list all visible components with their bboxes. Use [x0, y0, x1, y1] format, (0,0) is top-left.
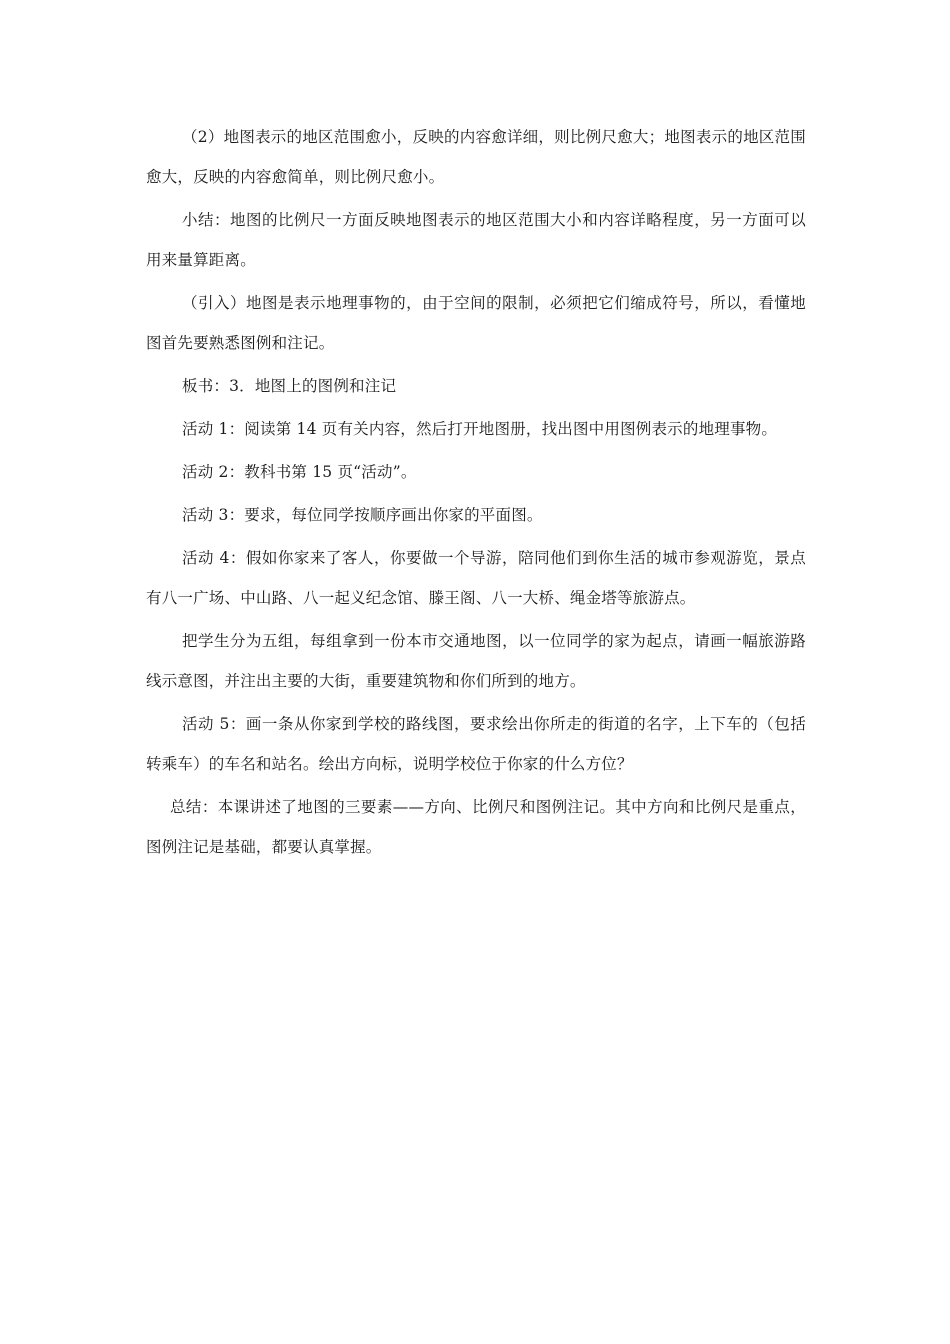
paragraph-activity-2: 活动 2：教科书第 15 页“活动”。 [182, 463, 417, 481]
paragraph-activity-1: 活动 1：阅读第 14 页有关内容，然后打开地图册，找出图中用图例表示的地理事物。 [182, 420, 778, 438]
paragraph-scale-detail: （2）地图表示的地区范围愈小，反映的内容愈详细，则比例尺愈大；地图表示的地区范围愈大，反映的内容愈简单，则比例尺愈小。 [146, 128, 806, 186]
paragraph-summary-scale: 小结：地图的比例尺一方面反映地图表示的地区范围大小和内容详略程度，另一方面可以用来量算距离。 [146, 211, 806, 269]
paragraph-activity-3: 活动 3：要求，每位同学按顺序画出你家的平面图。 [182, 506, 543, 524]
paragraph-board-heading: 板书：3．地图上的图例和注记 [182, 377, 397, 395]
paragraph-activity-4: 活动 4：假如你家来了客人，你要做一个导游，陪同他们到你生活的城市参观游览，景点有八一广场、中山路、八一起义纪念馆、滕王阁、八一大桥、绳金塔等旅游点。 [146, 549, 806, 607]
paragraph-conclusion: 总结：本课讲述了地图的三要素——方向、比例尺和图例注记。其中方向和比例尺是重点，图例注记是基础，都要认真掌握。 [146, 798, 806, 856]
paragraph-group-task: 把学生分为五组，每组拿到一份本市交通地图，以一位同学的家为起点，请画一幅旅游路线示意图，并注出主要的大街，重要建筑物和你们所到的地方。 [146, 632, 806, 690]
paragraph-introduction: （引入）地图是表示地理事物的，由于空间的限制，必须把它们缩成符号，所以，看懂地图首先要熟悉图例和注记。 [146, 294, 806, 352]
paragraph-activity-5: 活动 5：画一条从你家到学校的路线图，要求绘出你所走的街道的名字，上下车的（包括转乘车）的车名和站名。绘出方向标，说明学校位于你家的什么方位？ [146, 715, 806, 773]
document-body [146, 117, 806, 870]
